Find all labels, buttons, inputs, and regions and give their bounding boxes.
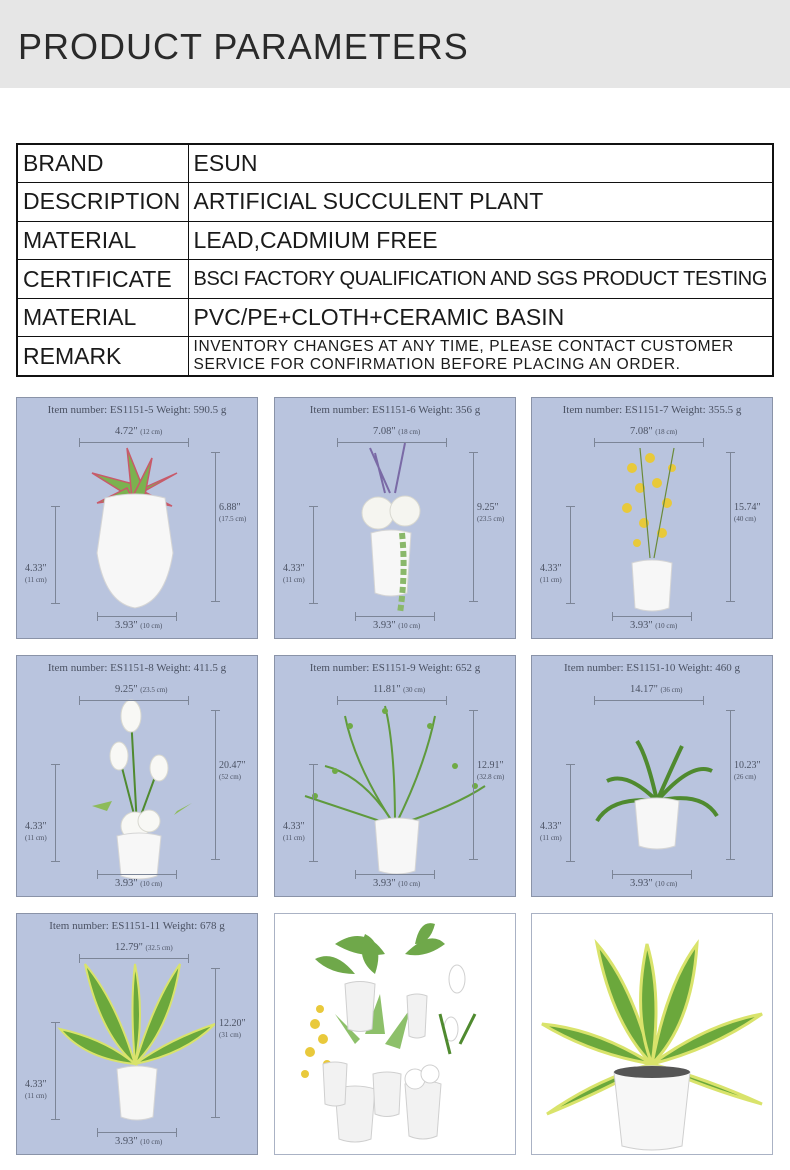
width-value: 7.08"	[373, 426, 396, 437]
height-label	[219, 760, 246, 783]
param-value: ARTIFICIAL SUCCULENT PLANT	[188, 183, 773, 222]
height-value: 12.91"	[477, 760, 504, 771]
height-cm: (26 cm)	[734, 773, 756, 781]
table-row	[17, 260, 773, 299]
width-dimension-line	[594, 700, 704, 701]
pot-width-cm: (10 cm)	[398, 622, 421, 630]
width-cm: (32.5 cm)	[145, 944, 173, 952]
height-cm: (17.5 cm)	[219, 515, 247, 523]
item-info: Item number: ES1151-7 Weight: 355.5 g	[562, 404, 742, 416]
pot-width-value: 3.93"	[115, 878, 138, 889]
pot-height-value: 4.33"	[283, 563, 305, 574]
width-cm: (23.5 cm)	[140, 686, 168, 694]
width-label	[373, 426, 420, 437]
pot-width-label	[115, 1136, 162, 1147]
height-label	[734, 502, 761, 525]
height-value: 10.23"	[734, 760, 761, 771]
pot-width-cm: (10 cm)	[398, 880, 421, 888]
pot-width-dimension-line	[355, 616, 435, 617]
width-dimension-line	[79, 442, 189, 443]
height-cm: (32.8 cm)	[477, 773, 505, 781]
pot-width-label	[115, 620, 162, 631]
pot-height-label	[283, 821, 305, 844]
param-value: BSCI FACTORY QUALIFICATION AND SGS PRODUCT TESTING	[188, 260, 773, 299]
croton-plant-image	[532, 914, 773, 1155]
product-card	[16, 655, 258, 897]
pot-width-value: 3.93"	[373, 878, 396, 889]
pot-height-value: 4.33"	[540, 821, 562, 832]
param-label: REMARK	[17, 337, 188, 376]
width-label	[115, 942, 173, 953]
product-card	[274, 397, 516, 639]
pot-height-label	[25, 1079, 47, 1102]
pot-width-dimension-line	[97, 874, 177, 875]
width-cm: (18 cm)	[398, 428, 421, 436]
item-info: Item number: ES1151-10 Weight: 460 g	[563, 662, 740, 674]
height-dimension-line	[473, 710, 474, 860]
width-label	[115, 684, 168, 695]
width-value: 7.08"	[630, 426, 653, 437]
width-dimension-line	[79, 700, 189, 701]
pot-width-dimension-line	[612, 874, 692, 875]
width-cm: (30 cm)	[403, 686, 426, 694]
width-cm: (12 cm)	[140, 428, 163, 436]
height-value: 6.88"	[219, 502, 241, 513]
pot-height-label	[25, 563, 47, 586]
pot-height-cm: (11 cm)	[540, 834, 562, 842]
pot-height-dimension-line	[55, 1022, 56, 1120]
height-label	[734, 760, 761, 783]
height-value: 20.47"	[219, 760, 246, 771]
width-value: 12.79"	[115, 942, 143, 953]
height-dimension-line	[215, 968, 216, 1118]
pot-width-dimension-line	[97, 1132, 177, 1133]
height-dimension-line	[215, 710, 216, 860]
pot-width-value: 3.93"	[115, 1136, 138, 1147]
pot-height-dimension-line	[570, 764, 571, 862]
table-row	[17, 144, 773, 183]
pot-height-dimension-line	[313, 764, 314, 862]
width-dimension-line	[337, 700, 447, 701]
pot-height-label	[540, 821, 562, 844]
height-value: 15.74"	[734, 502, 761, 513]
height-label	[477, 502, 504, 525]
height-cm: (52 cm)	[219, 773, 241, 781]
width-value: 11.81"	[373, 684, 401, 695]
pot-width-label	[630, 878, 677, 889]
height-label	[219, 502, 246, 525]
width-dimension-line	[79, 958, 189, 959]
pot-width-value: 3.93"	[630, 620, 653, 631]
group-plants-image	[275, 914, 516, 1155]
pot-width-value: 3.93"	[115, 620, 138, 631]
height-cm: (40 cm)	[734, 515, 756, 523]
product-card	[274, 655, 516, 897]
pot-height-cm: (11 cm)	[25, 1092, 47, 1100]
height-dimension-line	[730, 710, 731, 860]
width-dimension-line	[594, 442, 704, 443]
height-value: 12.20"	[219, 1018, 246, 1029]
pot-width-cm: (10 cm)	[140, 1138, 163, 1146]
param-value: PVC/PE+CLOTH+CERAMIC BASIN	[188, 298, 773, 337]
width-value: 4.72"	[115, 426, 138, 437]
item-info: Item number: ES1151-8 Weight: 411.5 g	[47, 662, 227, 674]
pot-height-label	[25, 821, 47, 844]
width-dimension-line	[337, 442, 447, 443]
height-value: 9.25"	[477, 502, 499, 513]
param-label: MATERIAL	[17, 221, 188, 260]
pot-width-dimension-line	[97, 616, 177, 617]
width-value: 9.25"	[115, 684, 138, 695]
item-info: Item number: ES1151-6 Weight: 356 g	[309, 404, 481, 416]
pot-height-dimension-line	[570, 506, 571, 604]
pot-width-dimension-line	[355, 874, 435, 875]
pot-height-value: 4.33"	[283, 821, 305, 832]
table-row	[17, 183, 773, 222]
width-cm: (36 cm)	[660, 686, 683, 694]
width-label	[630, 684, 683, 695]
table-row	[17, 221, 773, 260]
pot-height-cm: (11 cm)	[25, 576, 47, 584]
height-cm: (31 cm)	[219, 1031, 241, 1039]
pot-width-value: 3.93"	[630, 878, 653, 889]
pot-width-label	[630, 620, 677, 631]
item-info: Item number: ES1151-11 Weight: 678 g	[49, 920, 225, 932]
pot-width-cm: (10 cm)	[655, 880, 678, 888]
height-dimension-line	[473, 452, 474, 602]
width-label	[115, 426, 162, 437]
pot-height-dimension-line	[55, 506, 56, 604]
product-closeup-photo	[531, 913, 773, 1155]
pot-height-dimension-line	[313, 506, 314, 604]
pot-height-dimension-line	[55, 764, 56, 862]
item-info: Item number: ES1151-5 Weight: 590.5 g	[47, 404, 227, 416]
pot-width-value: 3.93"	[373, 620, 396, 631]
pot-width-dimension-line	[612, 616, 692, 617]
pot-height-value: 4.33"	[25, 821, 47, 832]
pot-width-cm: (10 cm)	[140, 622, 163, 630]
page-header	[0, 0, 790, 88]
product-group-photo	[274, 913, 516, 1155]
pot-height-value: 4.33"	[25, 1079, 47, 1090]
pot-height-label	[540, 563, 562, 586]
height-dimension-line	[730, 452, 731, 602]
pot-height-cm: (11 cm)	[283, 834, 305, 842]
pot-width-cm: (10 cm)	[655, 622, 678, 630]
product-card	[16, 397, 258, 639]
width-cm: (18 cm)	[655, 428, 678, 436]
parameters-table	[16, 143, 774, 377]
pot-height-cm: (11 cm)	[540, 576, 562, 584]
param-label: MATERIAL	[17, 298, 188, 337]
param-value: LEAD,CADMIUM FREE	[188, 221, 773, 260]
pot-height-value: 4.33"	[25, 563, 47, 574]
pot-width-cm: (10 cm)	[140, 880, 163, 888]
param-label: BRAND	[17, 144, 188, 183]
item-info: Item number: ES1151-9 Weight: 652 g	[309, 662, 481, 674]
width-label	[373, 684, 425, 695]
product-card	[531, 655, 773, 897]
table-row	[17, 298, 773, 337]
param-value: ESUN	[188, 144, 773, 183]
pot-width-label	[373, 878, 420, 889]
pot-width-label	[373, 620, 420, 631]
param-label: CERTIFICATE	[17, 260, 188, 299]
pot-height-label	[283, 563, 305, 586]
height-dimension-line	[215, 452, 216, 602]
param-value: INVENTORY CHANGES AT ANY TIME, PLEASE CONTACT CUSTOMER SERVICE FOR CONFIRMATION BEFORE PLACING AN ORDER.	[188, 337, 773, 376]
width-value: 14.17"	[630, 684, 658, 695]
width-label	[630, 426, 677, 437]
pot-height-cm: (11 cm)	[283, 576, 305, 584]
param-label: DESCRIPTION	[17, 183, 188, 222]
pot-width-label	[115, 878, 162, 889]
table-row	[17, 337, 773, 376]
pot-height-cm: (11 cm)	[25, 834, 47, 842]
height-label	[477, 760, 504, 783]
pot-height-value: 4.33"	[540, 563, 562, 574]
page-title: PRODUCT PARAMETERS	[18, 26, 469, 67]
height-cm: (23.5 cm)	[477, 515, 505, 523]
product-card	[531, 397, 773, 639]
product-card	[16, 913, 258, 1155]
height-label	[219, 1018, 246, 1041]
